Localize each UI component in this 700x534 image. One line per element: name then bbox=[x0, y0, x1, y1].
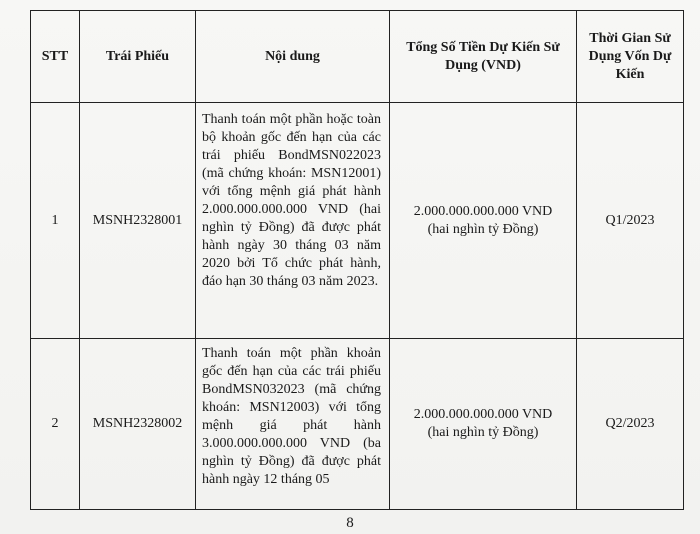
row-content-clip bbox=[202, 345, 381, 509]
row-bond-code: MSNH2328001 bbox=[80, 103, 196, 339]
row-amount bbox=[390, 339, 577, 510]
header-stt: STT bbox=[31, 11, 80, 103]
row-stt: 1 bbox=[31, 103, 80, 339]
row-content bbox=[196, 339, 390, 510]
header-bond: Trái Phiếu bbox=[80, 11, 196, 103]
table-header-row bbox=[31, 11, 684, 103]
row-time: Q1/2023 bbox=[577, 103, 684, 339]
row-amount-value: 2.000.000.000.000 VND bbox=[413, 203, 553, 219]
table-row bbox=[31, 339, 684, 510]
header-content: Nội dung bbox=[196, 11, 390, 103]
row-bond-code: MSNH2328002 bbox=[80, 339, 196, 510]
row-amount-words: (hai nghìn tỷ Đồng) bbox=[427, 425, 539, 440]
bond-usage-table bbox=[30, 10, 684, 510]
row-amount-value: 2.000.000.000.000 VND bbox=[413, 407, 553, 422]
table-row bbox=[31, 103, 684, 339]
row-content bbox=[196, 103, 390, 339]
header-time: Thời Gian Sử Dụng Vốn Dự Kiến bbox=[577, 11, 684, 103]
row-amount-words: (hai nghìn tỷ Đồng) bbox=[427, 221, 539, 237]
page-number: 8 bbox=[346, 515, 354, 531]
header-amount: Tổng Số Tiền Dự Kiến Sử Dụng (VND) bbox=[390, 11, 577, 103]
row-content-text: Thanh toán một phần hoặc toàn bộ khoản gốc đến hạn của các trái phiếu BondMSN022023 (mã chứng khoán: MSN12001) với tổng mệnh giá phát hành 2.000.000.000.000 VND (hai nghìn tỷ Đồng) đã được phát hành ngày 30 tháng 03 năm 2020 bởi Tổ chức phát hành, đáo hạn 30 tháng 03 năm 2023. bbox=[202, 112, 381, 289]
row-stt: 2 bbox=[31, 339, 80, 510]
row-amount bbox=[390, 103, 577, 339]
row-time: Q2/2023 bbox=[577, 339, 684, 510]
row-content-text: Thanh toán một phần khoản gốc đến hạn của các trái phiếu BondMSN032023 (mã chứng khoán: MSN12003) với tổng mệnh giá phát hành 3.000.000.000.000 VND (ba nghìn tỷ Đồng) đã được phát hành ngày 12 tháng 05 bbox=[202, 346, 381, 487]
